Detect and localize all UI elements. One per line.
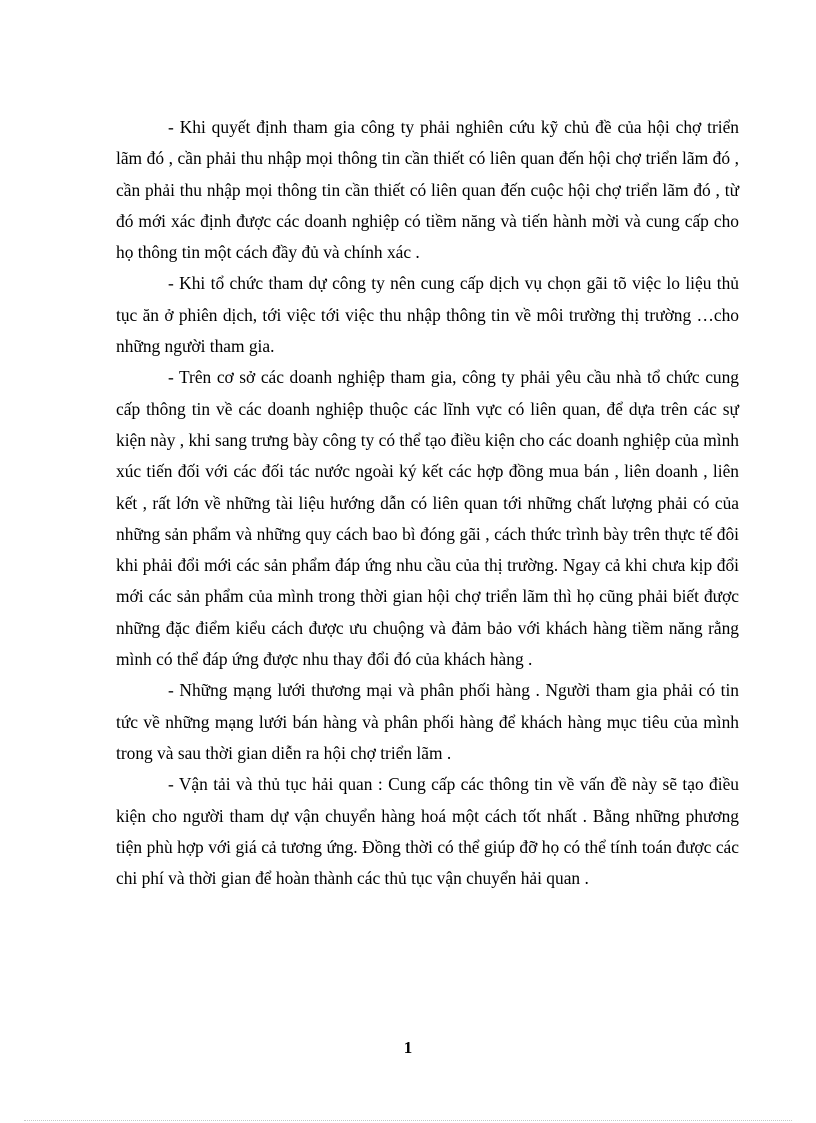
page-body (116, 112, 739, 894)
page-number: 1 (403, 1038, 413, 1057)
paragraph-2: - Khi tổ chức tham dự công ty nên cung cấp dịch vụ chọn gãi tõ việc lo liệu thủ tục ăn ở phiên dịch, tới việc tới việc thu nhập thông tin về môi trường thị trường …cho những người tham gia. (116, 273, 739, 357)
paragraph-5: - Vận tải và thủ tục hải quan : Cung cấp các thông tin về vấn đề này sẽ tạo điều kiện cho người tham dự vận chuyển hàng hoá một cách tốt nhất . Bằng những phương tiện phù hợp với giá cả tương ứng. Đồng thời có thể giúp đỡ họ có thể tính toán được các chi phí và thời gian để hoàn thành các thủ tục vận chuyển hải quan . (116, 774, 739, 889)
paragraph-1: - Khi quyết định tham gia công ty phải nghiên cứu kỹ chủ đề của hội chợ triển lãm đó , cần phải thu nhập mọi thông tin cần thiết có liên quan đến hội chợ triển lãm đó , cần phải thu nhập mọi thông tin cần thiết có liên quan đến cuộc hội chợ triển lãm đó , từ đó mới xác định được các doanh nghiệp có tiềm năng và tiến hành mời và cung cấp cho họ thông tin một cách đầy đủ và chính xác . (116, 117, 739, 263)
paragraph-4: - Những mạng lưới thương mại và phân phối hàng . Người tham gia phải có tin tức về những mạng lưới bán hàng và phân phối hàng để khách hàng mục tiêu của mình trong và sau thời gian diễn ra hội chợ triển lãm . (116, 680, 739, 763)
paragraph-3: - Trên cơ sở các doanh nghiệp tham gia, công ty phải yêu cầu nhà tổ chức cung cấp thông tin về các doanh nghiệp thuộc các lĩnh vực có liên quan, để dựa trên các sự kiện này , khi sang trưng bày công ty có thể tạo điều kiện cho các doanh nghiệp của mình xúc tiến đối với các đối tác nước ngoài ký kết các hợp đồng mua bán , liên doanh , liên kết , rất lớn về những tài liệu hướng dẫn có liên quan tới những chất lượng phải có của những sản phẩm và những quy cách bao bì đóng gãi , cách thức trình bày trên thực tế đôi khi phải đổi mới các sản phẩm đáp ứng nhu cầu của thị trường. Ngay cả khi chưa kịp đổi mới các sản phẩm của mình trong thời gian hội chợ triển lãm thì họ cũng phải biết được những đặc điểm kiểu cách được ưu chuộng và đảm bảo với khách hàng tiềm năng rằng mình có thể đáp ứng được nhu thay đổi đó của khách hàng . (116, 367, 739, 670)
page-bottom-divider (24, 1120, 792, 1121)
